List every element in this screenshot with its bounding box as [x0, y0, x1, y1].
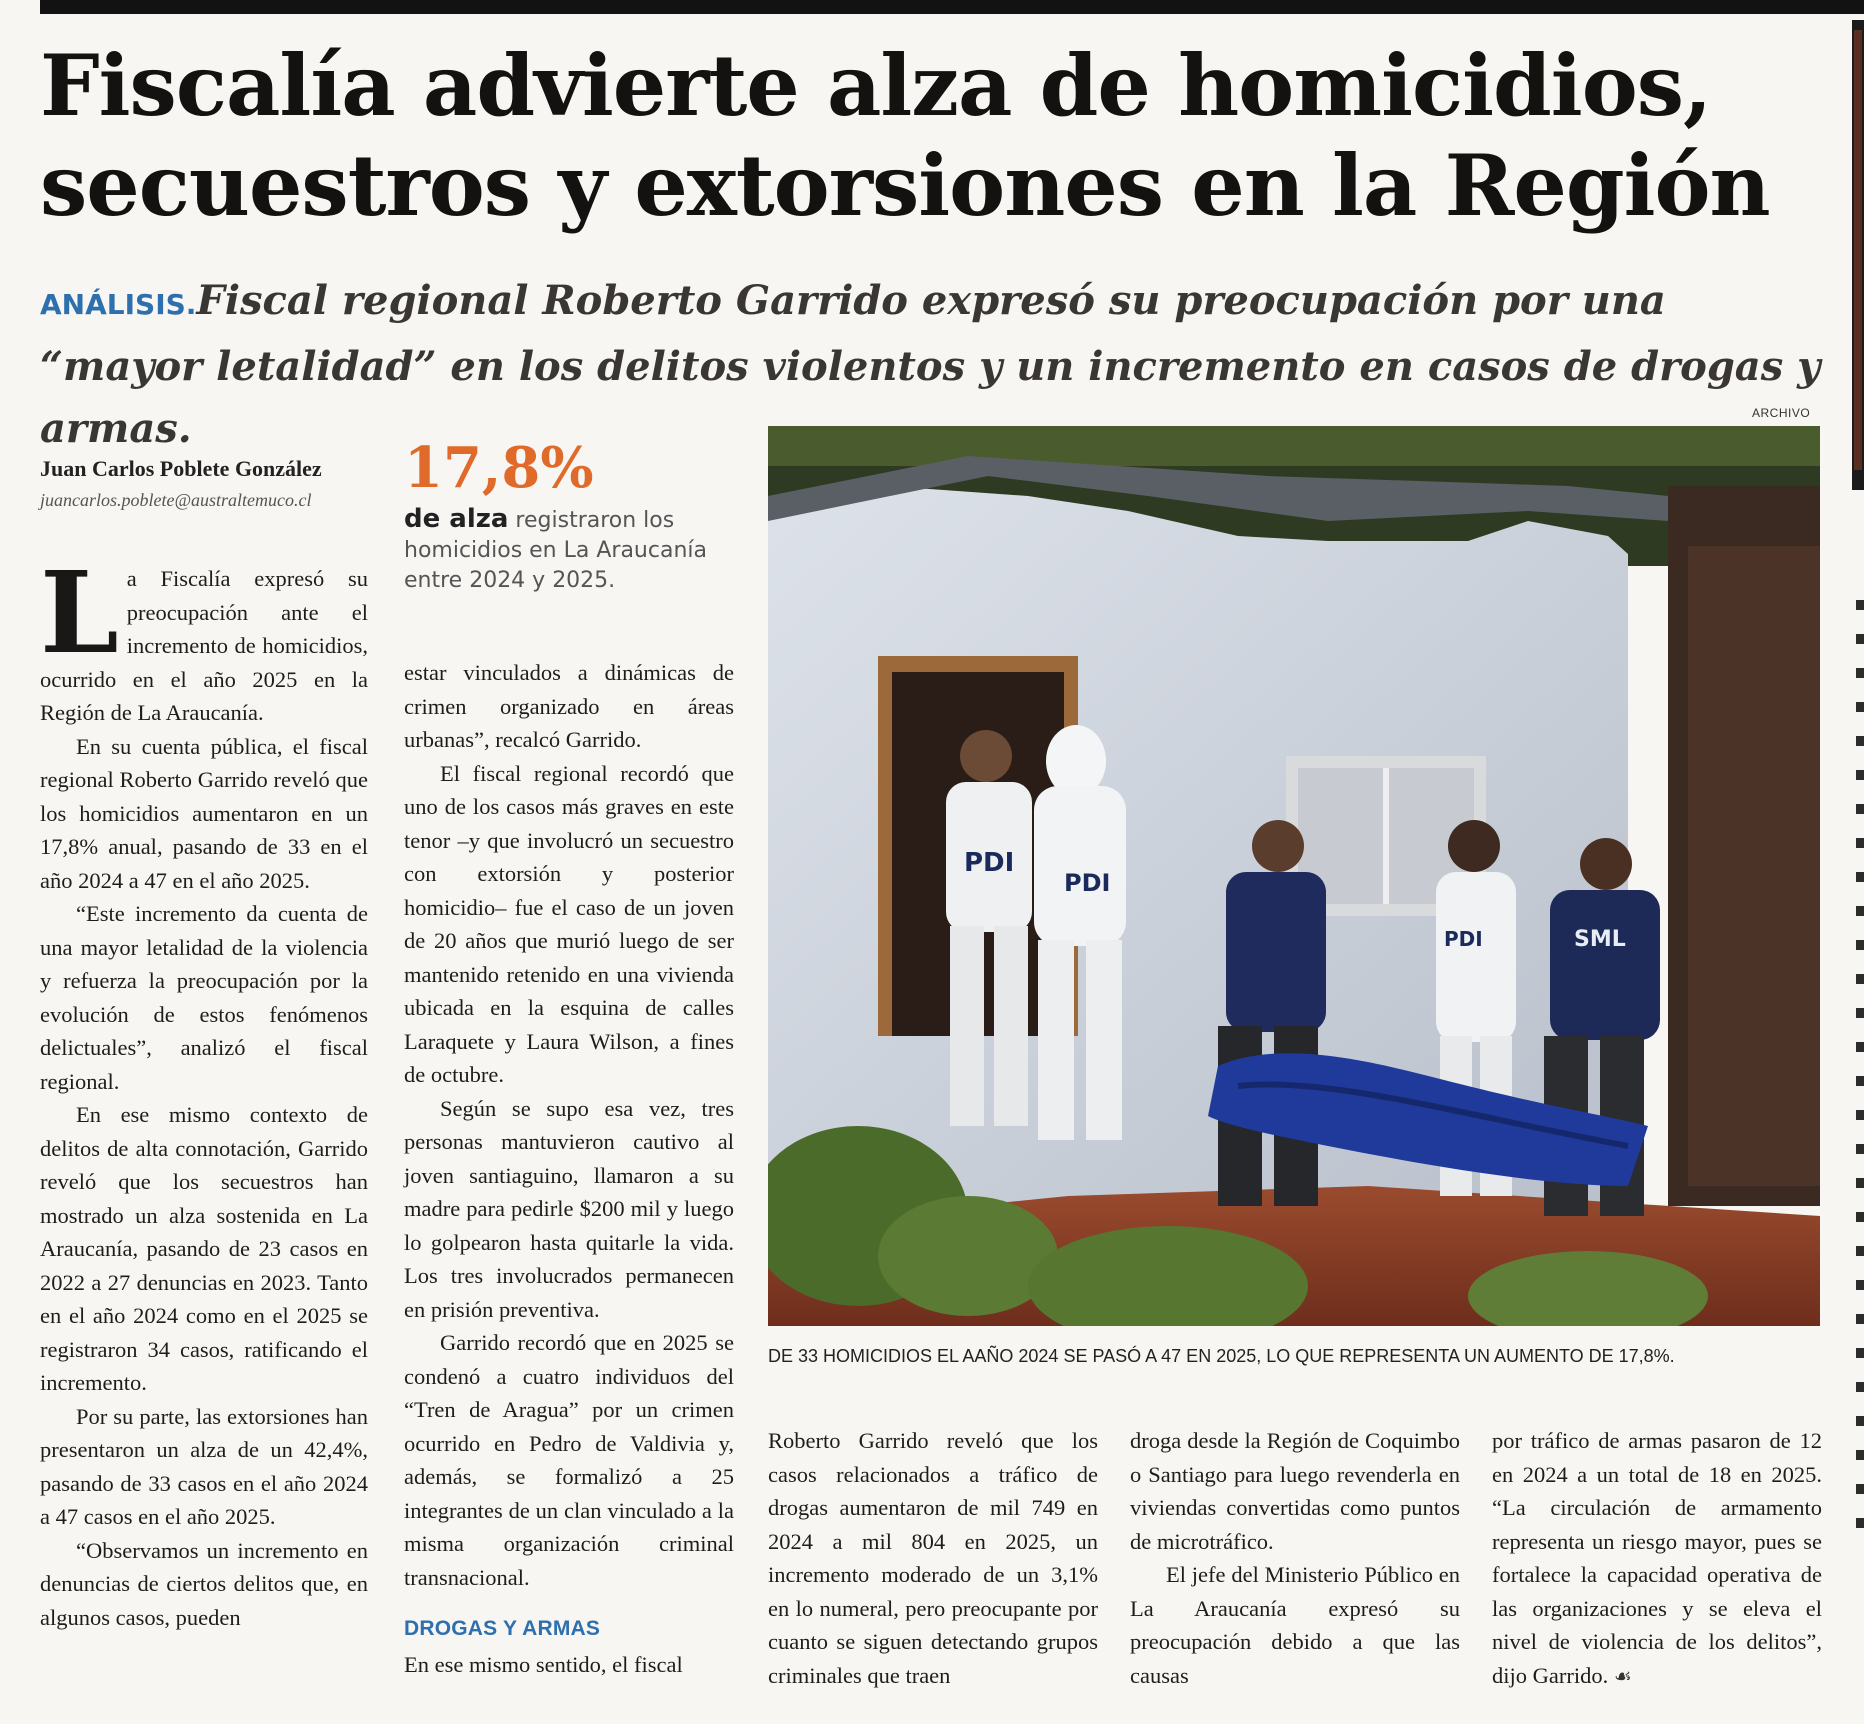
deck-text: Fiscal regional Roberto Garrido expresó su preocupación por una “mayor letalidad” en los delitos violentos y un incremento en casos de drogas y armas.	[40, 277, 1821, 452]
adjacent-text-fragment	[1856, 1382, 1864, 1392]
article-column-4	[1130, 1424, 1460, 1692]
adjacent-photo-strip	[1854, 30, 1862, 470]
adjacent-text-fragment	[1856, 1008, 1864, 1018]
adjacent-text-fragment	[1856, 804, 1864, 814]
adjacent-text-fragment	[1856, 600, 1864, 610]
adjacent-text-fragment	[1856, 736, 1864, 746]
photo-caption: DE 33 HOMICIDIOS EL AAÑO 2024 SE PASÓ A 47 EN 2025, LO QUE REPRESENTA UN AUMENTO DE 17,8%.	[768, 1346, 1675, 1366]
paragraph: El fiscal regional recordó que uno de los casos más graves en este tenor –y que involucró un secuestro con extorsión y posterior homicidio– fue el caso de un joven de 20 años que murió luego de ser mantenido retenido en una vivienda ubicada en la esquina de calles Laraquete y Laura Wilson, a fines de octubre.	[404, 760, 734, 1087]
adjacent-text-fragment	[1856, 668, 1864, 678]
author-name: Juan Carlos Poblete González	[40, 456, 322, 481]
paragraph: En ese mismo contexto de delitos de alta connotación, Garrido reveló que los secuestros han mostrado un alza sostenida en La Araucanía, pasando de 23 casos en 2022 a 27 denuncias en 2023. Tanto en el año 2024 como en el 2025 se registraron 34 casos, ratificando el incremento.	[40, 1102, 368, 1395]
headline-line-1: Fiscalía advierte alza de homicidios,	[40, 36, 1712, 135]
article-column-3	[768, 1424, 1098, 1692]
stat-callout	[404, 436, 744, 596]
adjacent-text-fragment	[1856, 1178, 1864, 1188]
adjacent-text-fragment	[1856, 702, 1864, 712]
paragraph: Por su parte, las extorsiones han presentaron un alza de un 42,4%, pasando de 33 casos en el año 2024 a 47 casos en el año 2025.	[40, 1403, 368, 1529]
top-rule	[40, 0, 1864, 14]
vest-label: SML	[1574, 927, 1626, 952]
paragraph: “Este incremento da cuenta de una mayor letalidad de la violencia y refuerza la preocupación por la evolución de estos fenómenos delictuales”, analizó el fiscal regional.	[40, 901, 368, 1094]
paragraph: por tráfico de armas pasaron de 12 en 2024 a un total de 18 en 2025. “La circulación de armamento representa un riesgo mayor, pues se fortalece la capacidad operativa de las organizaciones y se eleva el nivel de violencia de los delitos”, dijo Garrido. ☙	[1492, 1428, 1822, 1688]
article-column-1	[40, 548, 368, 1634]
article-column-2	[404, 656, 734, 1681]
adjacent-text-fragment	[1856, 1348, 1864, 1358]
adjacent-text-fragment	[1856, 1076, 1864, 1086]
drop-cap: L	[40, 548, 119, 679]
adjacent-text-fragment	[1856, 1518, 1864, 1528]
vest-label: PDI	[964, 848, 1015, 878]
adjacent-text-fragment	[1856, 634, 1864, 644]
article-column-5	[1492, 1424, 1822, 1694]
author-email: juancarlos.poblete@australtemuco.cl	[40, 490, 312, 510]
adjacent-text-fragment	[1856, 1416, 1864, 1426]
adjacent-text-fragment	[1856, 940, 1864, 950]
stat-text	[404, 504, 744, 596]
paragraph: estar vinculados a dinámicas de crimen organizado en áreas urbanas”, recalcó Garrido.	[404, 660, 734, 752]
vest-label: PDI	[1064, 869, 1111, 897]
stat-description: registraron los homicidios en La Araucanía entre 2024 y 2025.	[404, 508, 707, 593]
byline	[40, 456, 370, 511]
adjacent-text-fragment	[1856, 1212, 1864, 1222]
adjacent-text-fragment	[1856, 1042, 1864, 1052]
adjacent-text-fragment	[1856, 838, 1864, 848]
paragraph: En su cuenta pública, el fiscal regional Roberto Garrido reveló que los homicidios aumentaron en un 17,8% anual, pasando de 33 en el año 2024 a 47 en el año 2025.	[40, 733, 368, 893]
adjacent-text-fragment	[1856, 1246, 1864, 1256]
paragraph: droga desde la Región de Coquimbo o Santiago para luego revenderla en viviendas convertidas como puntos de microtráfico.	[1130, 1428, 1460, 1554]
deck-kicker: ANÁLISIS.	[40, 288, 197, 321]
adjacent-text-fragment	[1856, 770, 1864, 780]
adjacent-text-fragment	[1856, 1484, 1864, 1494]
paragraph: “Observamos un incremento en denuncias de ciertos delitos que, en algunos casos, pueden	[40, 1537, 368, 1630]
paragraph: Según se supo esa vez, tres personas mantuvieron cautivo al joven santiaguino, llamaron a su madre para pedirle $200 mil y luego lo golpearon hasta quitarle la vida. Los tres involucrados permanecen en prisión preventiva.	[404, 1095, 734, 1322]
stat-value: 17,8%	[404, 435, 594, 501]
paragraph: En ese mismo sentido, el fiscal	[404, 1651, 683, 1677]
headline	[40, 36, 1820, 236]
adjacent-text-fragment	[1856, 872, 1864, 882]
adjacent-text-fragment	[1856, 1144, 1864, 1154]
headline-line-2: secuestros y extorsiones en la Región	[40, 136, 1770, 235]
end-mark-icon: ☙	[1613, 1665, 1632, 1688]
paragraph: Garrido recordó que en 2025 se condenó a cuatro individuos del “Tren de Aragua” por un crimen ocurrido en Pedro de Valdivia y, además, se formalizó a 25 integrantes de un clan vinculado a la misma organización criminal transnacional.	[404, 1330, 734, 1590]
news-photo	[768, 426, 1820, 1326]
adjacent-text-fragment	[1856, 1450, 1864, 1460]
section-subhead: DROGAS Y ARMAS	[404, 1617, 601, 1640]
adjacent-page-edge	[1852, 20, 1864, 1724]
adjacent-text-fragment	[1856, 906, 1864, 916]
adjacent-text-fragment	[1856, 1314, 1864, 1324]
adjacent-text-fragment	[1856, 1280, 1864, 1290]
adjacent-text-fragment	[1856, 1110, 1864, 1120]
paragraph: Roberto Garrido reveló que los casos relacionados a tráfico de drogas aumentaron de mil 749 en 2024 a mil 804 en 2025, un incremento moderado de un 3,1% en lo numeral, pero preocupante por cuanto se siguen detectando grupos criminales que traen	[768, 1428, 1098, 1688]
stat-bold: de alza	[404, 504, 509, 534]
vest-label: PDI	[1444, 927, 1483, 951]
paragraph: La Fiscalía expresó su preocupación ante el incremento de homicidios, ocurrido en el año 2025 en la Región de La Araucanía.	[40, 548, 368, 725]
adjacent-text-fragment	[1856, 974, 1864, 984]
photo-credit: ARCHIVO	[1752, 406, 1811, 420]
paragraph: El jefe del Ministerio Público en La Araucanía expresó su preocupación debido a que las causas	[1130, 1562, 1460, 1688]
